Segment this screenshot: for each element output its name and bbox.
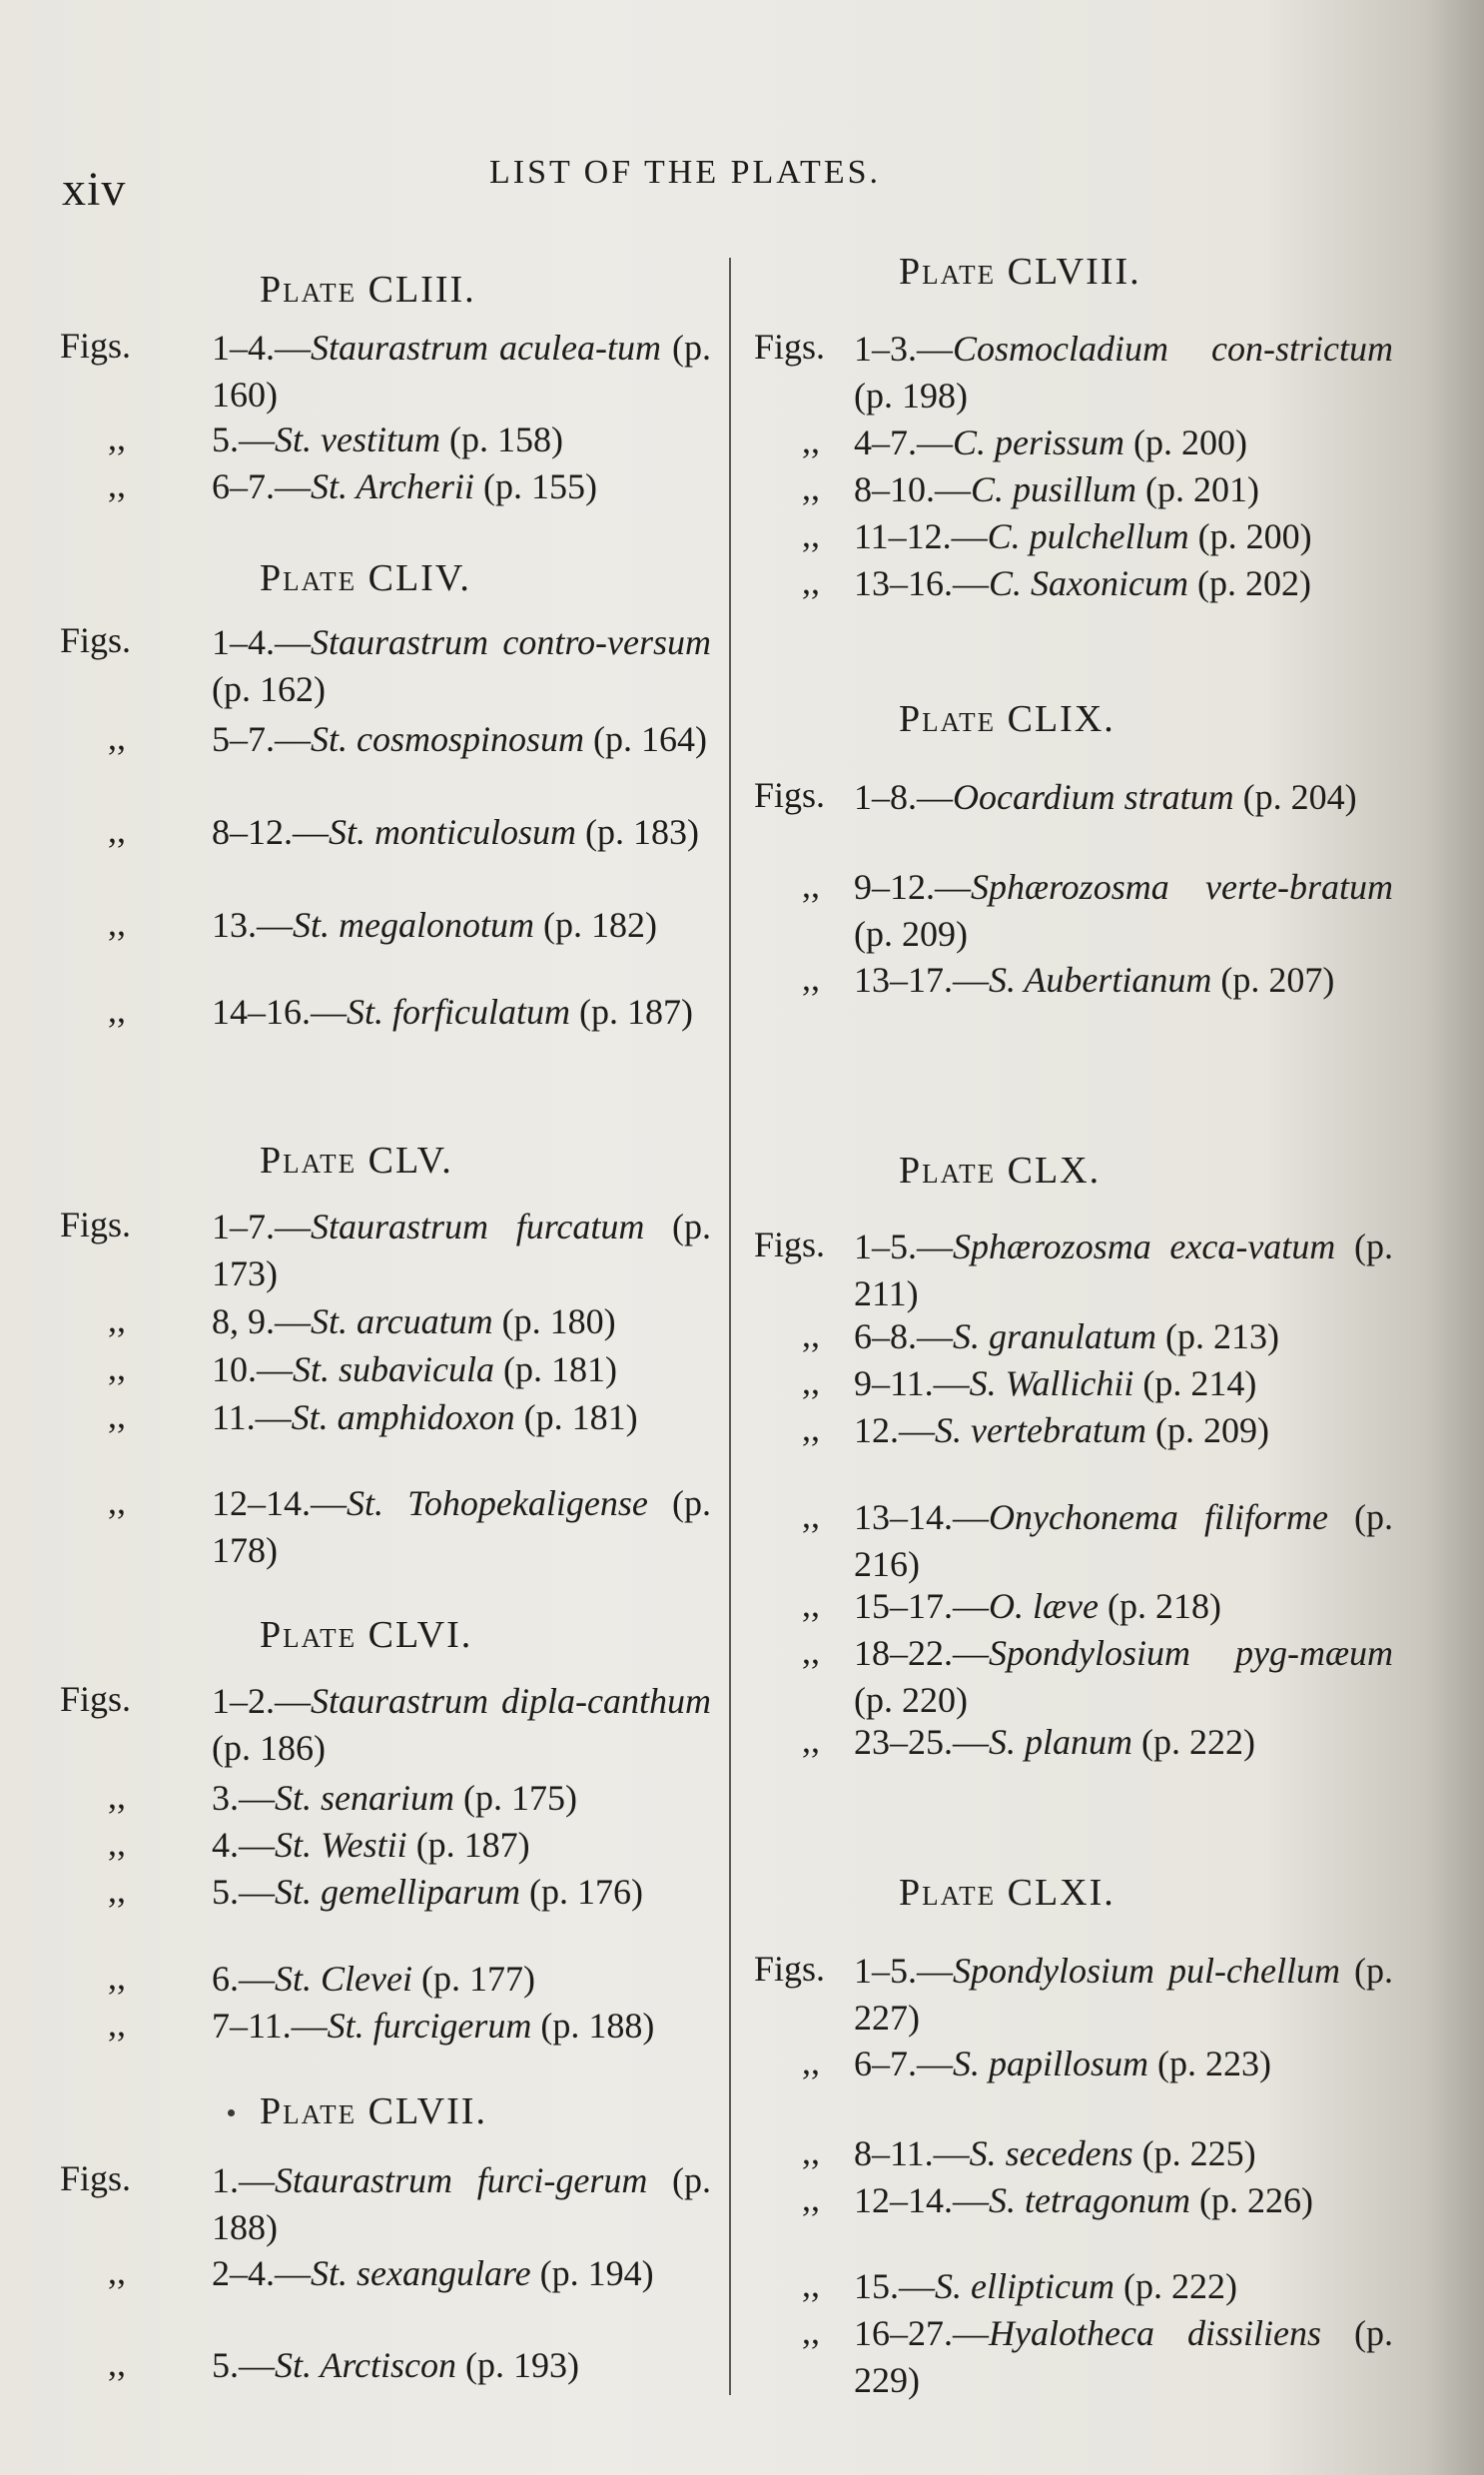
figure-range: 8–11.— (854, 2133, 970, 2173)
species-name: St. gemelliparum (275, 1872, 520, 1912)
figs-label: Figs. (60, 1205, 132, 1244)
entry-text (212, 1298, 711, 1345)
species-name: S. secedens (969, 2133, 1133, 2173)
figure-range: 2–4.— (212, 2253, 311, 2293)
figure-range: 1–7.— (212, 1207, 311, 1246)
entry-text (854, 1948, 1393, 2042)
species-name: Staurastrum aculea-tum (311, 328, 661, 368)
figure-range: 13–17.— (854, 960, 989, 1000)
figure-range: 6.— (212, 1959, 275, 1999)
species-name: Oocardium stratum (953, 777, 1234, 817)
figure-range: 15–17.— (854, 1586, 989, 1626)
entry-text (854, 1313, 1393, 1360)
page-reference: (p. 209) (1145, 1410, 1269, 1450)
figure-range: 1–4.— (212, 622, 311, 662)
entry-text (212, 2003, 711, 2050)
entry-text (212, 2250, 711, 2297)
plate-heading: Plate CLV. (260, 1140, 453, 1182)
species-name: Staurastrum furcatum (311, 1207, 645, 1246)
ditto-mark: ,, (802, 420, 820, 460)
figs-label: Figs. (754, 327, 826, 367)
ditto-mark: ,, (108, 810, 126, 850)
ditto-mark: ,, (802, 1408, 820, 1448)
ditto-mark: ,, (108, 2004, 126, 2044)
figure-range: 12–14.— (212, 1483, 347, 1523)
figure-range: 1–8.— (854, 777, 953, 817)
page-reference: (p. 187) (406, 1825, 530, 1865)
figure-range: 1–3.— (854, 329, 953, 369)
ditto-mark: ,, (802, 958, 820, 998)
ditto-mark: ,, (802, 2178, 820, 2218)
page-reference: (p. 227) (854, 1951, 1393, 2038)
entry-text (854, 774, 1393, 821)
figure-range: 8–12.— (212, 812, 329, 852)
plate-heading: Plate CLVII. (260, 2090, 487, 2132)
ditto-mark: ,, (802, 2264, 820, 2304)
ditto-mark: ,, (108, 1823, 126, 1863)
figure-range: 11–12.— (854, 516, 988, 556)
entry-text (212, 989, 711, 1036)
species-name: St. subavicula (293, 1349, 494, 1389)
page-reference: (p. 222) (1113, 2266, 1237, 2306)
figure-range: 9–11.— (854, 1363, 970, 1403)
entry-text (212, 1869, 711, 1916)
figure-range: 4–7.— (854, 422, 953, 462)
page-reference: (p. 225) (1132, 2133, 1256, 2173)
entry-text (854, 2177, 1393, 2224)
entry-text (854, 2263, 1393, 2310)
figure-range: 7–11.— (212, 2006, 328, 2046)
page-reference: (p. 180) (492, 1301, 616, 1341)
species-name: Staurastrum furci-gerum (275, 2160, 648, 2200)
ditto-mark: ,, (802, 1495, 820, 1535)
page-reference: (p. 198) (854, 376, 968, 415)
page-reference: (p. 213) (1156, 1316, 1279, 1356)
figure-range: 8–10.— (854, 469, 971, 509)
plate-heading: Plate CLIII. (260, 269, 476, 311)
figure-range: 5.— (212, 419, 275, 459)
page-reference: (p. 222) (1132, 1722, 1255, 1762)
page-reference: (p. 183) (576, 812, 699, 852)
page-reference: (p. 202) (1187, 563, 1311, 603)
plate-heading: Plate CLVIII. (899, 251, 1141, 293)
page-reference: (p. 164) (584, 719, 707, 759)
entry-text (854, 864, 1393, 958)
figure-range: 16–27.— (854, 2313, 989, 2353)
species-name: Hyalotheca dissiliens (989, 2313, 1321, 2353)
entry-text (212, 416, 711, 463)
entry-text (854, 1630, 1393, 1724)
ditto-mark: ,, (802, 514, 820, 554)
species-name: St. Arctiscon (275, 2345, 456, 2385)
plate-heading: Plate CLIX. (899, 698, 1115, 740)
running-head: LIST OF THE PLATES. (489, 154, 882, 191)
figure-range: 8, 9.— (212, 1301, 311, 1341)
page-reference: (p. 207) (1211, 960, 1335, 1000)
figs-label: Figs. (60, 1679, 132, 1719)
ditto-mark: ,, (108, 717, 126, 757)
figure-range: 5–7.— (212, 719, 311, 759)
page-reference: (p. 182) (533, 905, 657, 945)
species-name: C. Saxonicum (989, 563, 1188, 603)
species-name: St. furcigerum (327, 2006, 532, 2046)
species-name: C. perissum (953, 422, 1125, 462)
page-reference: (p. 188) (531, 2006, 655, 2046)
entry-text (212, 2342, 711, 2389)
page-reference: (p. 209) (854, 914, 968, 954)
entry-text (212, 1678, 711, 1772)
figure-range: 13–16.— (854, 563, 989, 603)
page-reference: (p. 214) (1133, 1363, 1257, 1403)
page-reference: (p. 229) (854, 2313, 1393, 2400)
figure-range: 18–22.— (854, 1633, 989, 1673)
ditto-mark: ,, (108, 1395, 126, 1435)
figure-range: 1–4.— (212, 328, 311, 368)
ditto-mark: ,, (802, 1361, 820, 1401)
ditto-mark: ,, (108, 1481, 126, 1521)
species-name: St. monticulosum (329, 812, 576, 852)
figure-range: 5.— (212, 2345, 275, 2385)
ditto-mark: ,, (108, 1776, 126, 1816)
entry-text (854, 1360, 1393, 1407)
species-name: S. tetragonum (989, 2180, 1190, 2220)
figure-range: 3.— (212, 1778, 275, 1818)
plate-heading: Plate CLX. (899, 1150, 1102, 1192)
figure-range: 13.— (212, 905, 293, 945)
figure-range: 15.— (854, 2266, 935, 2306)
entry-text (854, 1494, 1393, 1588)
figure-range: 6–8.— (854, 1316, 953, 1356)
ditto-mark: ,, (108, 2251, 126, 2291)
figure-range: 1–5.— (854, 1951, 953, 1991)
ditto-mark: ,, (108, 903, 126, 943)
species-name: St. sexangulare (311, 2253, 531, 2293)
figs-label: Figs. (754, 1225, 826, 1264)
page-reference: (p. 201) (1136, 469, 1260, 509)
species-name: C. pusillum (971, 469, 1137, 509)
page-reference: (p. 175) (454, 1778, 577, 1818)
species-name: St. forficulatum (347, 992, 570, 1032)
species-name: C. pulchellum (987, 516, 1189, 556)
plate-heading: Plate CLIV. (260, 557, 471, 599)
page-reference: (p. 160) (212, 328, 711, 414)
page-reference: (p. 200) (1188, 516, 1312, 556)
entry-text (854, 2041, 1393, 2087)
page-reference: (p. 211) (854, 1227, 1393, 1313)
species-name: St. Westii (275, 1825, 407, 1865)
page-reference: (p. 193) (456, 2345, 579, 2385)
figure-range: 1–2.— (212, 1681, 311, 1721)
ditto-mark: ,, (802, 1631, 820, 1671)
page-reference: (p. 220) (854, 1680, 968, 1720)
ditto-mark: ,, (108, 464, 126, 504)
figure-range: 23–25.— (854, 1722, 989, 1762)
species-name: St. cosmospinosum (311, 719, 585, 759)
page-reference: (p. 158) (439, 419, 563, 459)
figure-range: 1–5.— (854, 1227, 953, 1266)
species-name: St. Clevei (275, 1959, 412, 1999)
ditto-mark: ,, (802, 2042, 820, 2081)
species-name: S. ellipticum (935, 2266, 1114, 2306)
entry-text (854, 2310, 1393, 2404)
ditto-mark: ,, (108, 1957, 126, 1997)
page-reference: (p. 181) (514, 1397, 638, 1437)
species-name: St. Archerii (311, 466, 474, 506)
ditto-mark: ,, (802, 2131, 820, 2171)
ditto-mark: ,, (802, 1314, 820, 1354)
ditto-mark: ,, (108, 990, 126, 1030)
entry-text (854, 1719, 1393, 1766)
entry-text (854, 513, 1393, 560)
ditto-mark: ,, (802, 865, 820, 905)
ditto-mark: ,, (802, 2311, 820, 2351)
species-name: St. megalonotum (293, 905, 534, 945)
page-reference: (p. 176) (519, 1872, 643, 1912)
figure-range: 12.— (854, 1410, 935, 1450)
species-name: S. vertebratum (935, 1410, 1146, 1450)
entry-text (212, 809, 711, 856)
figure-range: 10.— (212, 1349, 293, 1389)
entry-text (854, 2130, 1393, 2177)
page-reference: (p. 223) (1148, 2044, 1271, 2083)
figure-range: 5.— (212, 1872, 275, 1912)
entry-text (212, 1822, 711, 1869)
species-name: Sphærozosma exca-vatum (953, 1227, 1336, 1266)
entry-text (212, 716, 711, 763)
species-name: Sphærozosma verte-bratum (971, 867, 1393, 907)
species-name: Spondylosium pyg-mæum (989, 1633, 1393, 1673)
page-reference: (p. 186) (212, 1728, 326, 1768)
figs-label: Figs. (60, 326, 132, 366)
page-reference: (p. 181) (493, 1349, 617, 1389)
page-reference: (p. 177) (411, 1959, 535, 1999)
page-reference: (p. 218) (1098, 1586, 1221, 1626)
page-reference: (p. 194) (530, 2253, 654, 2293)
print-speck (228, 2109, 235, 2116)
figure-range: 4.— (212, 1825, 275, 1865)
entry-text (212, 1775, 711, 1822)
page-reference: (p. 155) (474, 466, 597, 506)
species-name: St. arcuatum (311, 1301, 493, 1341)
figure-range: 13–14.— (854, 1497, 989, 1537)
figure-range: 1.— (212, 2160, 275, 2200)
figure-range: 6–7.— (854, 2044, 953, 2083)
species-name: Spondylosium pul-chellum (953, 1951, 1340, 1991)
species-name: S. Wallichii (969, 1363, 1134, 1403)
species-name: S. Aubertianum (989, 960, 1212, 1000)
entry-text (854, 1583, 1393, 1630)
entry-text (854, 466, 1393, 513)
entry-text (212, 1204, 711, 1297)
entry-text (212, 2157, 711, 2251)
entry-text (854, 957, 1393, 1004)
ditto-mark: ,, (108, 2343, 126, 2383)
ditto-mark: ,, (108, 1347, 126, 1387)
species-name: Onychonema filiforme (989, 1497, 1328, 1537)
plate-heading: Plate CLVI. (260, 1614, 473, 1656)
species-name: St. amphidoxon (291, 1397, 515, 1437)
entry-text (212, 463, 711, 510)
entry-text (212, 1346, 711, 1393)
page-reference: (p. 226) (1190, 2180, 1313, 2220)
page-reference: (p. 178) (212, 1483, 711, 1570)
species-name: Staurastrum dipla-canthum (311, 1681, 711, 1721)
species-name: Staurastrum contro-versum (311, 622, 711, 662)
ditto-mark: ,, (802, 561, 820, 601)
entry-text (212, 1480, 711, 1574)
ditto-mark: ,, (802, 1584, 820, 1624)
species-name: S. planum (989, 1722, 1132, 1762)
entry-text (854, 1224, 1393, 1317)
species-name: S. granulatum (953, 1316, 1157, 1356)
entry-text (854, 560, 1393, 607)
ditto-mark: ,, (802, 467, 820, 507)
ditto-mark: ,, (802, 1720, 820, 1760)
figs-label: Figs. (754, 775, 826, 815)
species-name: St. Tohopekaligense (347, 1483, 648, 1523)
figure-range: 9–12.— (854, 867, 971, 907)
entry-text (212, 902, 711, 949)
figure-range: 6–7.— (212, 466, 311, 506)
species-name: O. læve (989, 1586, 1099, 1626)
entry-text (212, 619, 711, 713)
ditto-mark: ,, (108, 1870, 126, 1910)
species-name: St. vestitum (275, 419, 440, 459)
entry-text (212, 325, 711, 418)
page-reference: (p. 188) (212, 2160, 711, 2247)
ditto-mark: ,, (108, 417, 126, 457)
figs-label: Figs. (60, 2158, 132, 2198)
entry-text (854, 326, 1393, 419)
page-number: xiv (62, 163, 127, 216)
page-reference: (p. 173) (212, 1207, 711, 1293)
page-reference: (p. 187) (570, 992, 693, 1032)
entry-text (854, 419, 1393, 466)
figure-range: 12–14.— (854, 2180, 989, 2220)
page-reference: (p. 204) (1233, 777, 1357, 817)
page-reference: (p. 162) (212, 669, 326, 709)
species-name: S. papillosum (953, 2044, 1149, 2083)
plate-heading: Plate CLXI. (899, 1872, 1115, 1914)
species-name: St. senarium (275, 1778, 454, 1818)
figure-range: 11.— (212, 1397, 292, 1437)
column-divider (729, 258, 731, 2395)
figure-range: 14–16.— (212, 992, 347, 1032)
ditto-mark: ,, (108, 1299, 126, 1339)
species-name: Cosmocladium con-strictum (953, 329, 1393, 369)
entry-text (212, 1956, 711, 2003)
entry-text (854, 1407, 1393, 1454)
page-reference: (p. 216) (854, 1497, 1393, 1584)
entry-text (212, 1394, 711, 1441)
figs-label: Figs. (754, 1949, 826, 1989)
page-reference: (p. 200) (1124, 422, 1248, 462)
figs-label: Figs. (60, 620, 132, 660)
